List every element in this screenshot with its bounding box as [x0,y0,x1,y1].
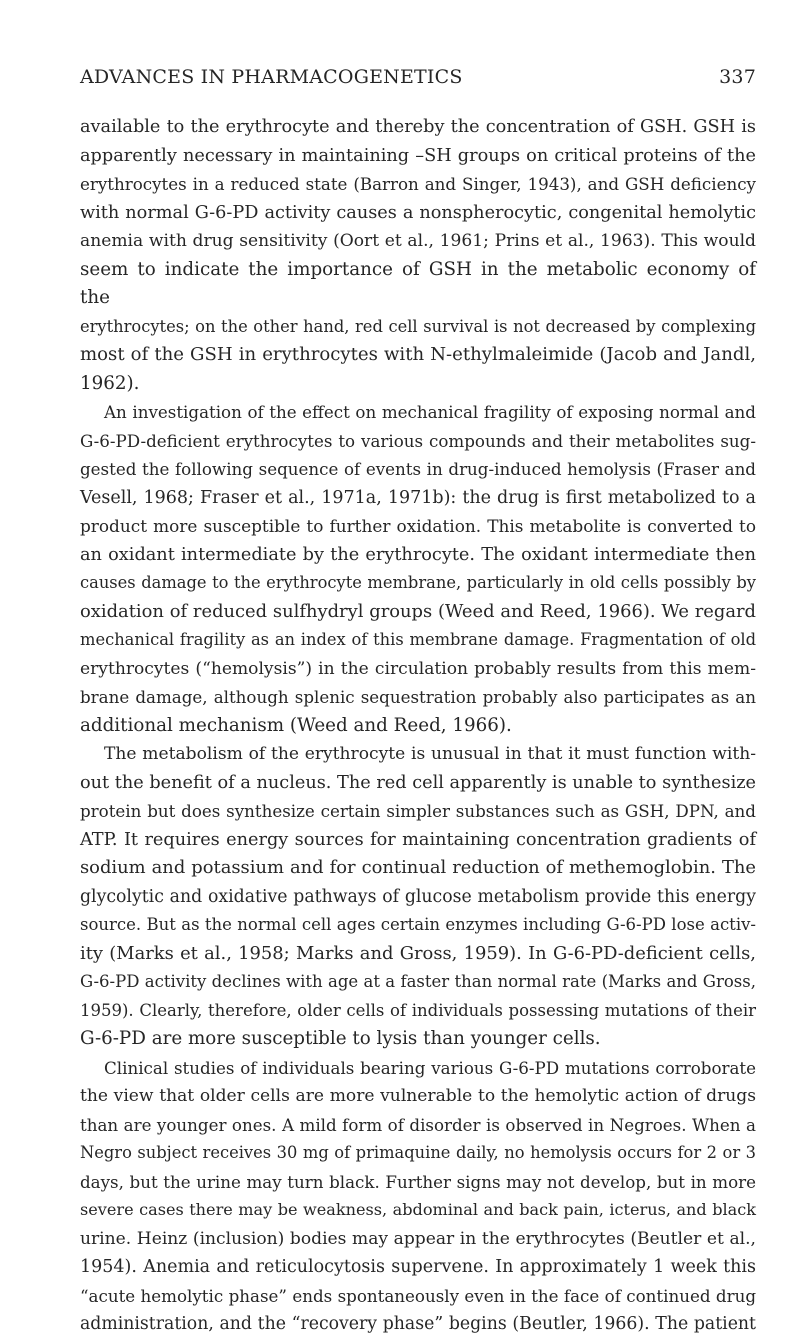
text-line: an oxidant intermediate by the erythrocyte. The oxidant intermediate then [80,544,756,565]
text-line: anemia with drug sensitivity (Oort et al., 1961; Prins et al., 1963). This would [80,231,756,251]
running-title: ADVANCES IN PHARMACOGENETICS [80,66,463,88]
text-line: brane damage, although splenic sequestration probably also participates as an [80,687,756,707]
text-line: urine. Heinz (inclusion) bodies may appear in the erythrocytes (Beutler et al., [80,1228,756,1249]
text-line: most of the GSH in erythrocytes with N-ethylmaleimide (Jacob and Jandl, [80,344,756,365]
text-line: product more susceptible to further oxidation. This metabolite is converted to [80,516,756,536]
text-line: administration, and the “recovery phase” begins (Beutler, 1966). The patient [80,1314,756,1334]
text-line: 1954). Anemia and reticulocytosis supervene. In approximately 1 week this [80,1257,756,1277]
text-line: Clinical studies of individuals bearing various G-6-PD mutations corroborate [104,1057,756,1078]
text-line: sodium and potassium and for continual reduction of methemoglobin. The [80,857,756,878]
text-line: days, but the urine may turn black. Further signs may not develop, but in more [80,1171,756,1192]
text-line: mechanical fragility as an index of this membrane damage. Fragmentation of old [80,630,756,649]
text-line: erythrocytes; on the other hand, red cell survival is not decreased by complexing [80,316,756,336]
text-line: erythrocytes (“hemolysis”) in the circulation probably results from this mem- [80,658,756,679]
text-line: glycolytic and oxidative pathways of glucose metabolism provide this energy [80,886,756,907]
text-line: G-6-PD activity declines with age at a faster than normal rate (Marks and Gross, [80,972,756,991]
text-line: causes damage to the erythrocyte membrane, particularly in old cells possibly by [80,573,756,592]
text-line: seem to indicate the importance of GSH in the metabolic economy of the [80,258,756,308]
text-line: ATP. It requires energy sources for maintaining concentration gradients of [80,829,756,850]
text-line: gested the following sequence of events in drug-induced hemolysis (Fraser and [80,459,756,479]
text-line: with normal G-6-PD activity causes a nonspherocytic, congenital hemolytic [80,202,756,223]
text-line: protein but does synthesize certain simpler substances such as GSH, DPN, and [80,801,756,821]
text-line: The metabolism of the erythrocyte is unusual in that it must function with- [104,744,756,764]
text-line: “acute hemolytic phase” ends spontaneously even in the face of continued drug [80,1285,756,1306]
text-line: apparently necessary in maintaining –SH groups on critical proteins of the [80,145,756,166]
text-line: Negro subject receives 30 mg of primaquine daily, no hemolysis occurs for 2 or 3 [80,1143,756,1162]
text-line: 1962). [80,372,140,394]
text-line: G-6-PD-deficient erythrocytes to various compounds and their metabolites sug- [80,430,756,451]
body-text [80,113,756,1339]
text-line: An investigation of the effect on mechanical fragility of exposing normal and [104,402,756,422]
text-line: Vesell, 1968; Fraser et al., 1971a, 1971b): the drug is first metabolized to a [80,487,756,508]
text-line: severe cases there may be weakness, abdominal and back pain, icterus, and black [80,1200,756,1219]
text-line: available to the erythrocyte and thereby the concentration of GSH. GSH is [80,117,756,137]
text-line: the view that older cells are more vulnerable to the hemolytic action of drugs [80,1086,756,1106]
text-line: out the benefit of a nucleus. The red cell apparently is unable to synthesize [80,772,757,793]
text-line: erythrocytes in a reduced state (Barron and Singer, 1943), and GSH deficiency [80,174,756,194]
text-line: 1959). Clearly, therefore, older cells of individuals possessing mutations of their [80,1000,756,1020]
text-line: than are younger ones. A mild form of disorder is observed in Negroes. When a [80,1114,756,1135]
text-line: additional mechanism (Weed and Reed, 1966). [80,714,512,736]
text-line: source. But as the normal cell ages certain enzymes including G-6-PD lose activ- [80,915,756,934]
text-line: ity (Marks et al., 1958; Marks and Gross, 1959). In G-6-PD-deficient cells, [80,942,756,964]
text-line: G-6-PD are more susceptible to lysis than younger cells. [80,1028,601,1049]
text-line: oxidation of reduced sulfhydryl groups (Weed and Reed, 1966). We regard [80,600,756,622]
page-number: 337 [719,66,756,88]
